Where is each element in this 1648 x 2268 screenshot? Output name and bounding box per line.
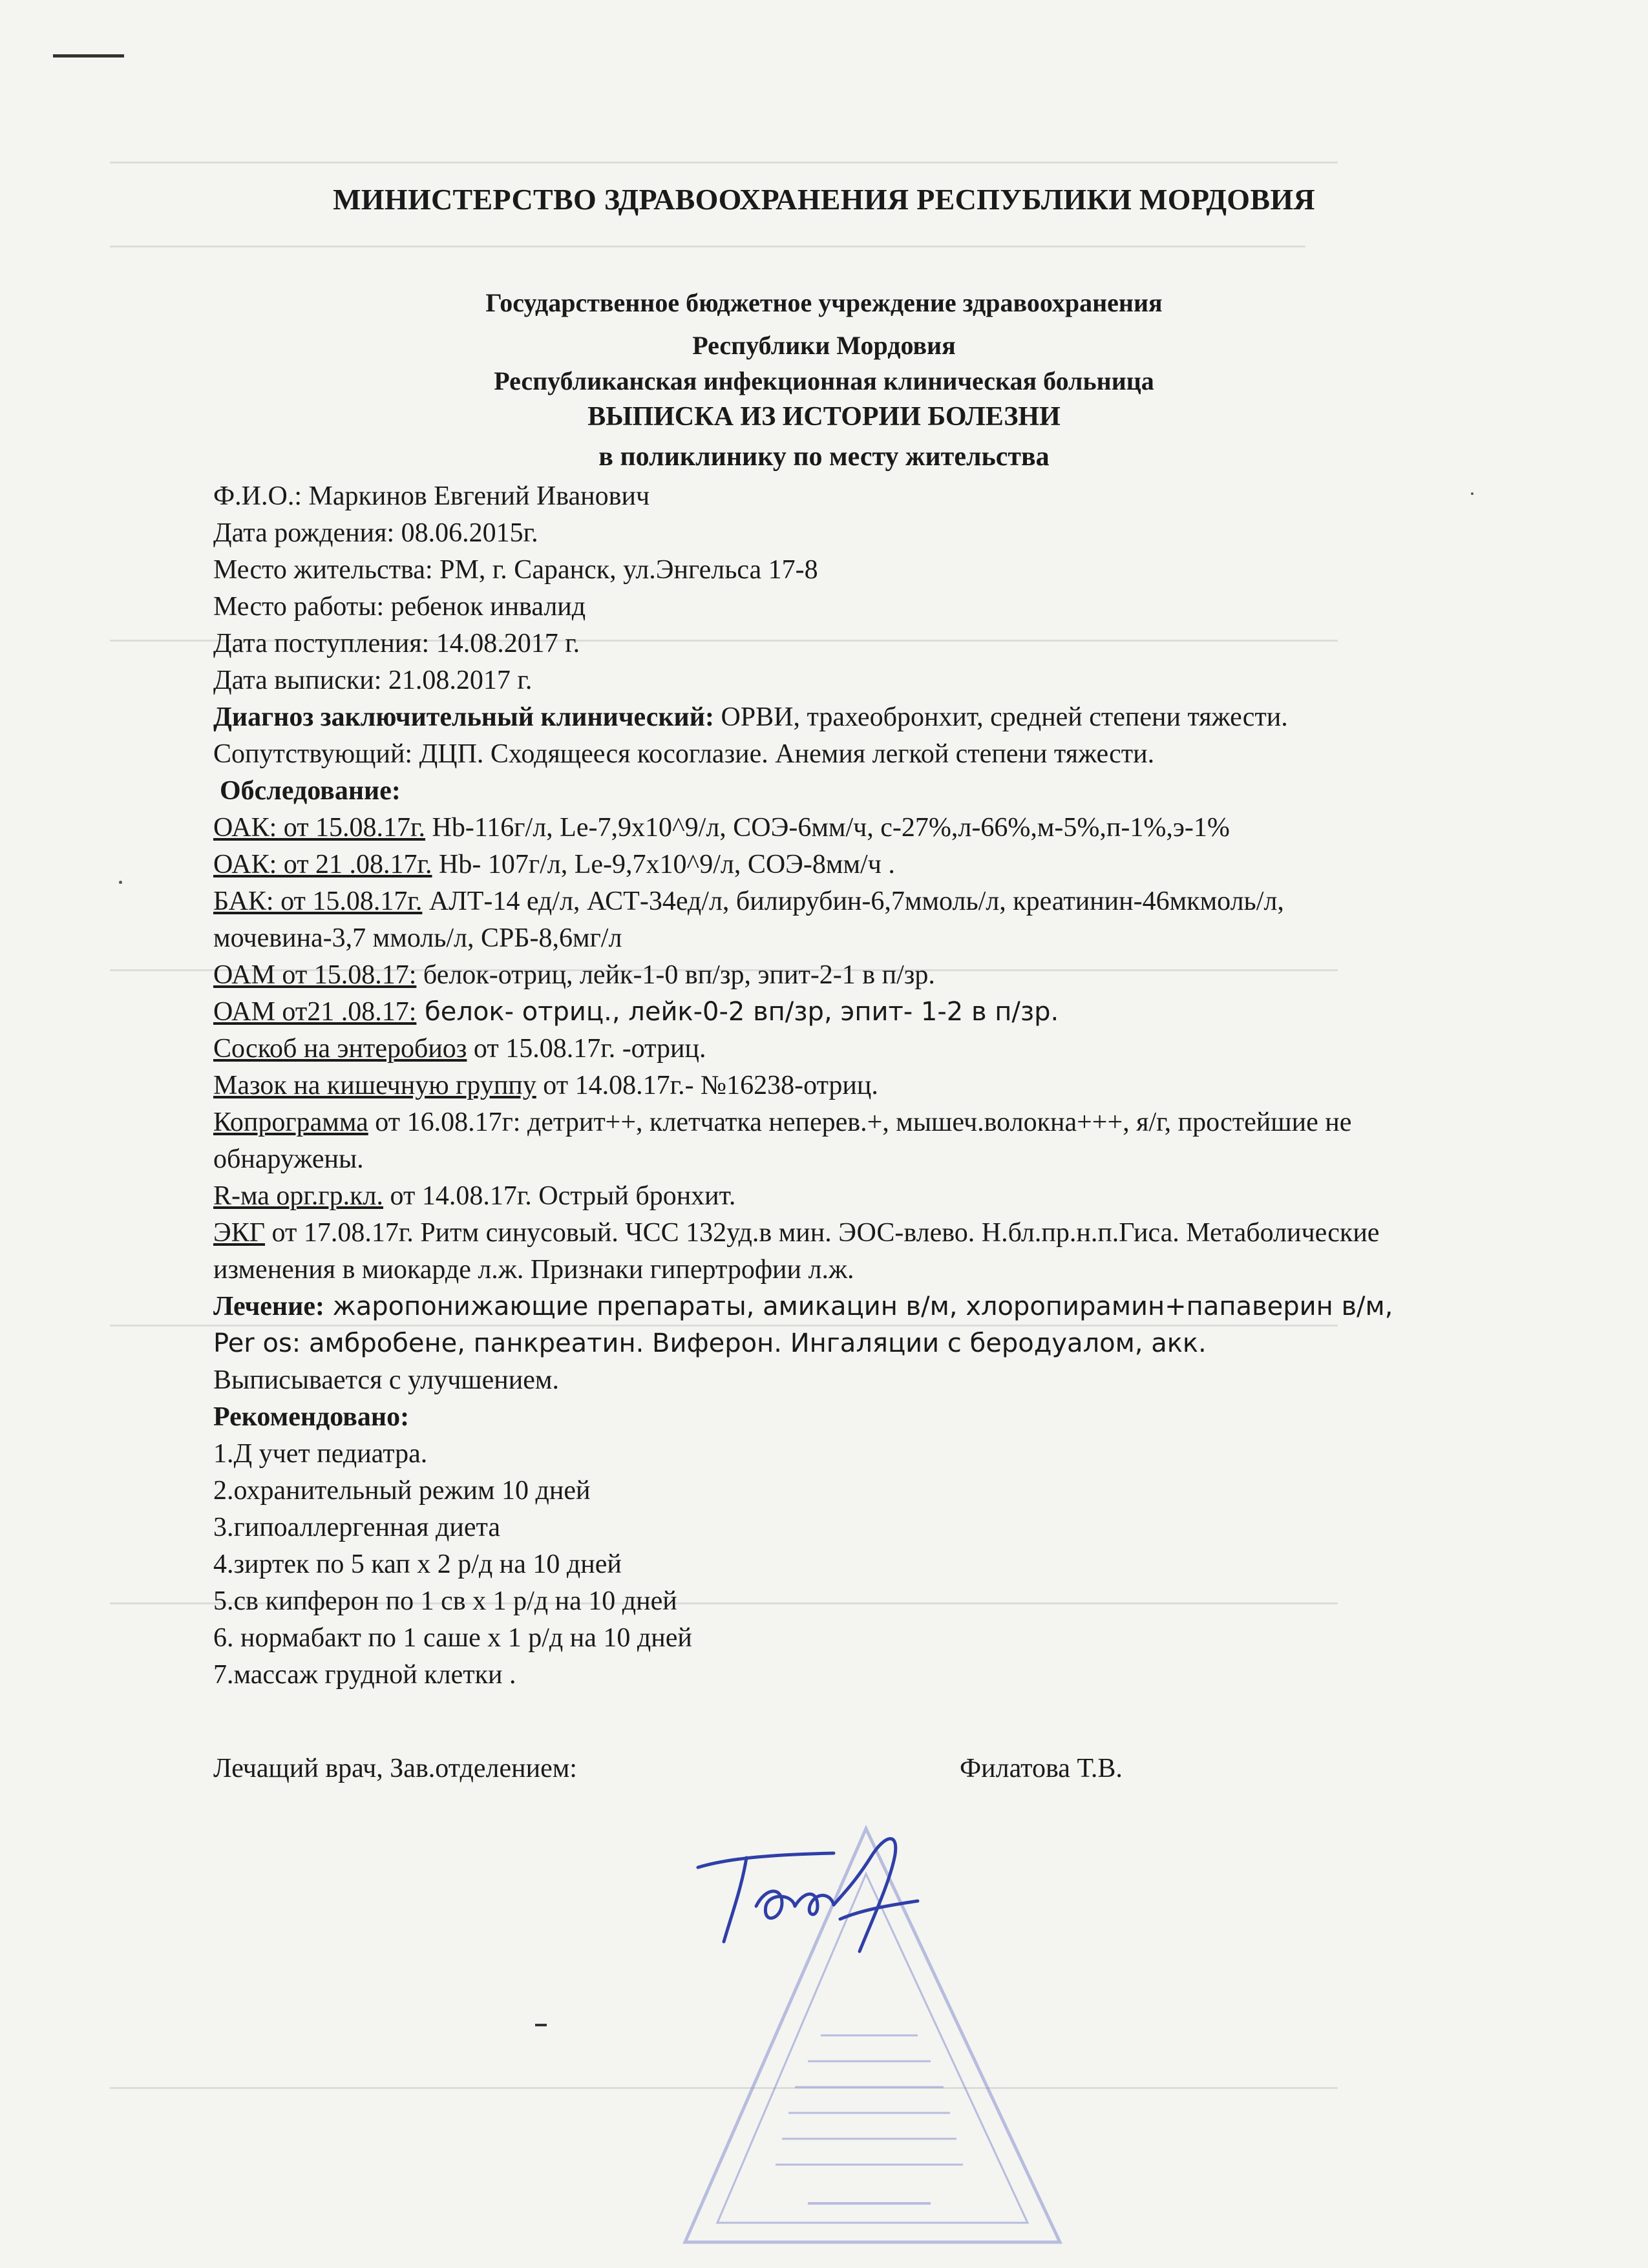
exam-item-label: Соскоб на энтеробиоз bbox=[213, 1034, 467, 1064]
exam-item bbox=[213, 994, 1441, 1031]
exam-item bbox=[213, 1031, 1441, 1067]
exam-item bbox=[213, 1215, 1441, 1288]
bleed-through-line bbox=[110, 162, 1338, 163]
exam-item-text: АЛТ-14 ед/л, АСТ-34ед/л, билирубин-6,7ммоль/л, креатинин-46мкмоль/л, мочевина-3,7 ммоль/л, СРБ-8,6мг/л bbox=[213, 887, 1284, 953]
exam-item-text: Hb- 107г/л, Le-9,7x10^9/л, СОЭ-8мм/ч . bbox=[432, 850, 895, 879]
recommendation-item: 2.охранительный режим 10 дней bbox=[213, 1476, 591, 1506]
bleed-through-line bbox=[110, 246, 1305, 247]
ink-dot bbox=[1471, 492, 1474, 495]
discharge-date: Дата выписки: 21.08.2017 г. bbox=[213, 666, 533, 695]
exam-item-text: Hb-116г/л, Le-7,9x10^9/л, СОЭ-6мм/ч, с-27%,л-66%,м-5%,п-1%,э-1% bbox=[425, 813, 1230, 843]
exam-item-label: БАК: от 15.08.17г. bbox=[213, 887, 423, 916]
exam-item-text: белок- отриц., лейк-0-2 вп/зр, эпит- 1-2 в п/зр. bbox=[416, 997, 1059, 1027]
exam-item-text: от 17.08.17г. Ритм синусовый. ЧСС 132уд.в мин. ЭОС-влево. Н.бл.пр.н.п.Гиса. Метаболические изменения в миокарде л.ж. Признаки гипертрофии л.ж. bbox=[213, 1218, 1380, 1285]
exam-item-label: Мазок на кишечную группу bbox=[213, 1071, 536, 1100]
exam-item-label: R-ма орг.гр.кл. bbox=[213, 1181, 384, 1211]
doctor-signature bbox=[685, 1829, 944, 1958]
institution-line-1: Государственное бюджетное учреждение здравоохранения bbox=[485, 288, 1163, 317]
exam-item bbox=[213, 810, 1441, 846]
recommendations-heading: Рекомендовано: bbox=[213, 1402, 410, 1432]
exam-item bbox=[213, 1178, 1441, 1215]
exam-item-label: Копрограмма bbox=[213, 1108, 368, 1137]
recommendation-item: 5.св кипферон по 1 св х 1 р/д на 10 дней bbox=[213, 1586, 677, 1616]
final-diagnosis-text: ОРВИ, трахеобронхит, средней степени тяжести. bbox=[713, 702, 1288, 732]
final-diagnosis-label: Диагноз заключительный клинический: bbox=[213, 702, 714, 732]
patient-residence: Место жительства: РМ, г. Саранск, ул.Энгельса 17-8 bbox=[213, 555, 818, 585]
exam-item-text: от 14.08.17г. Острый бронхит. bbox=[383, 1181, 736, 1211]
concomitant-diagnosis: Сопутствующий: ДЦП. Сходящееся косоглазие. Анемия легкой степени тяжести. bbox=[213, 739, 1155, 769]
doctor-name: Филатова Т.В. bbox=[960, 1754, 1123, 1783]
exam-item-text: от 16.08.17г: детрит++, клетчатка неперев.+, мышеч.волокна+++, я/г, простейшие не обнаружены. bbox=[213, 1108, 1352, 1174]
recommendation-item: 4.зиртек по 5 кап х 2 р/д на 10 дней bbox=[213, 1549, 622, 1579]
signature-row bbox=[213, 1750, 1441, 1789]
institution-line-3: Республиканская инфекционная клиническая больница bbox=[494, 366, 1154, 395]
recommendation-item: 6. нормабакт по 1 саше х 1 р/д на 10 дней bbox=[213, 1623, 692, 1653]
exam-item-label: ОАК: от 21 .08.17г. bbox=[213, 850, 432, 879]
exam-heading: Обследование: bbox=[220, 776, 401, 806]
institution-line-2: Республики Мордовия bbox=[692, 331, 956, 360]
exam-item bbox=[213, 957, 1441, 994]
exam-item-label: ЭКГ bbox=[213, 1218, 266, 1248]
ministry-heading: МИНИСТЕРСТВО ЗДРАВООХРАНЕНИЯ РЕСПУБЛИКИ МОРДОВИЯ bbox=[333, 183, 1315, 216]
exam-item bbox=[213, 1067, 1441, 1104]
treatment-text: жаропонижающие препараты, амикацин в/м, хлоропирамин+папаверин в/м, Per os: амбробене, панкреатин. Виферон. Ингаляции с беродуалом, акк. bbox=[213, 1292, 1393, 1358]
ink-dash bbox=[535, 2024, 547, 2026]
document-title: ВЫПИСКА ИЗ ИСТОРИИ БОЛЕЗНИ bbox=[587, 402, 1061, 432]
exam-item-label: ОАМ от 15.08.17: bbox=[213, 960, 417, 990]
recommendation-item: 1.Д учет педиатра. bbox=[213, 1439, 428, 1469]
document-body bbox=[213, 478, 1441, 1789]
spacer bbox=[213, 1694, 1441, 1750]
final-diagnosis bbox=[213, 699, 1441, 736]
treatment-label: Лечение: bbox=[213, 1292, 324, 1321]
admission-date: Дата поступления: 14.08.2017 г. bbox=[213, 629, 580, 658]
exam-item bbox=[213, 883, 1441, 957]
patient-birth-date: Дата рождения: 08.06.2015г. bbox=[213, 518, 538, 548]
ink-dot bbox=[119, 881, 122, 884]
exam-item-label: ОАК: от 15.08.17г. bbox=[213, 813, 426, 843]
exam-item-text: белок-отриц, лейк-1-0 вп/зр, эпит-2-1 в п/зр. bbox=[416, 960, 935, 990]
patient-work: Место работы: ребенок инвалид bbox=[213, 592, 586, 622]
doctor-label: Лечащий врач, Зав.отделением: bbox=[213, 1754, 577, 1783]
corner-mark bbox=[53, 54, 124, 58]
exam-item-text: от 15.08.17г. -отриц. bbox=[467, 1034, 706, 1064]
patient-name: Ф.И.О.: Маркинов Евгений Иванович bbox=[213, 481, 650, 511]
exam-item bbox=[213, 1104, 1441, 1178]
treatment bbox=[213, 1288, 1441, 1362]
document-subtitle: в поликлинику по месту жительства bbox=[598, 442, 1050, 472]
recommendation-item: 7.массаж грудной клетки . bbox=[213, 1660, 516, 1690]
exam-item bbox=[213, 846, 1441, 883]
exam-item-label: ОАМ от21 .08.17: bbox=[213, 997, 417, 1027]
discharge-status: Выписывается с улучшением. bbox=[213, 1365, 559, 1395]
exam-item-text: от 14.08.17г.- №16238-отриц. bbox=[536, 1071, 878, 1100]
recommendation-item: 3.гипоаллергенная диета bbox=[213, 1513, 500, 1542]
